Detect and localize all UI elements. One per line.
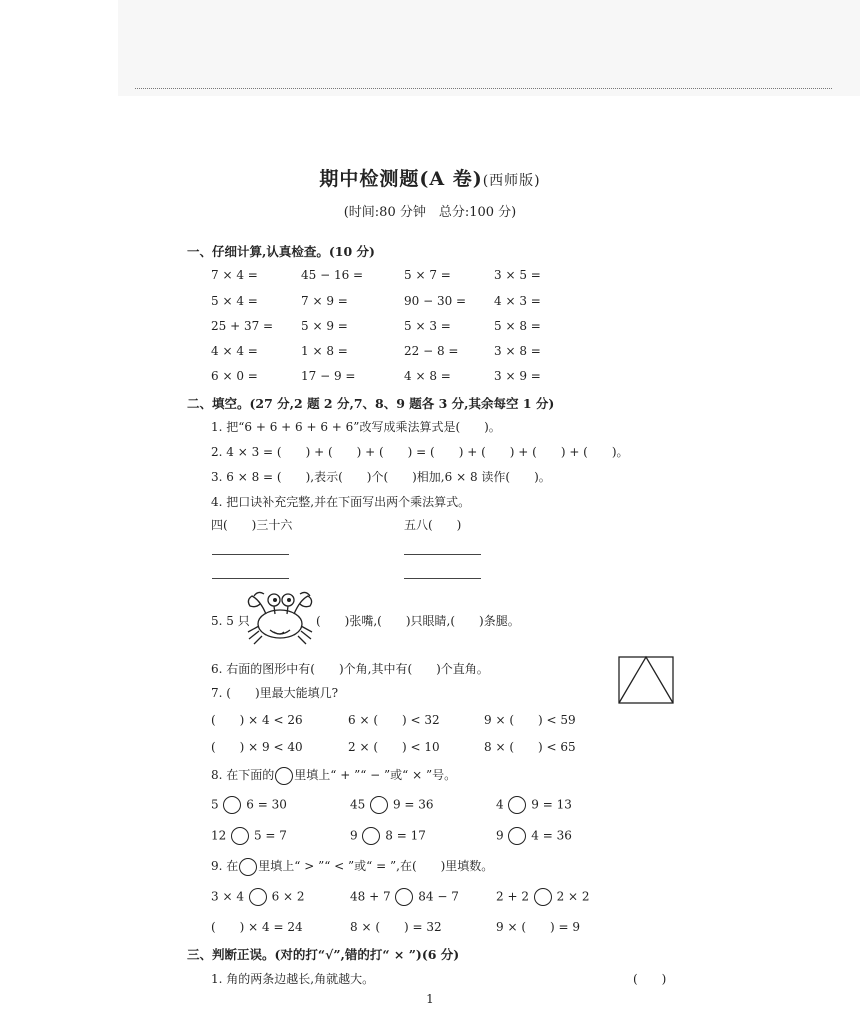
calc-item: 45 − 16 =	[301, 268, 364, 282]
circle-blank[interactable]	[239, 858, 257, 876]
page-number: 1	[426, 992, 434, 1006]
calc-item: 4 × 8 =	[404, 369, 451, 383]
calc-item: 90 − 30 =	[404, 294, 467, 308]
fill-item: ( ) × 4 = 24	[211, 920, 303, 934]
section-3-heading: 三、判断正误。(对的打“√”,错的打“ × ”)(6 分)	[187, 947, 460, 962]
question-2-9: 9. 在 里填上“ > ”“ < ”或“ = ”,在( )里填数。	[211, 857, 493, 876]
rhyme-blank-1: 四( )三十六	[211, 518, 293, 532]
operator-item: 12 5 = 7	[211, 827, 287, 845]
calc-item: 7 × 9 =	[301, 294, 348, 308]
calc-item: 5 × 7 =	[404, 268, 451, 282]
circle-blank[interactable]	[370, 796, 388, 814]
calc-item: 5 × 8 =	[494, 319, 541, 333]
fill-item: 9 × ( ) = 9	[496, 920, 581, 934]
operator-item: 45 9 = 36	[350, 796, 434, 814]
rhyme-blank-2: 五八( )	[404, 518, 462, 532]
circle-blank[interactable]	[223, 796, 241, 814]
calc-item: 4 × 3 =	[494, 294, 541, 308]
exam-info: (时间:80 分钟 总分:100 分)	[343, 205, 517, 220]
calc-item: 4 × 4 =	[211, 344, 258, 358]
question-2-1: 1. 把“6 + 6 + 6 + 6 + 6”改写成乘法算式是( )。	[211, 420, 501, 434]
answer-line	[404, 554, 481, 555]
circle-blank[interactable]	[231, 827, 249, 845]
calc-item: 5 × 3 =	[404, 319, 451, 333]
fill-item: 8 × ( ) = 32	[350, 920, 442, 934]
dotted-separator	[135, 88, 832, 89]
operator-item: 4 9 = 13	[496, 796, 572, 814]
compare-item: 3 × 4 6 × 2	[211, 888, 305, 906]
inequality-item: 8 × ( ) < 65	[484, 740, 576, 754]
calc-item: 17 − 9 =	[301, 369, 356, 383]
question-2-5-prefix: 5. 5 只	[211, 614, 250, 628]
compare-item: 48 + 7 84 − 7	[350, 888, 459, 906]
question-3-1: 1. 角的两条边越长,角就越大。	[211, 972, 375, 986]
circle-blank[interactable]	[534, 888, 552, 906]
calc-item: 5 × 9 =	[301, 319, 348, 333]
question-2-3: 3. 6 × 8 = ( ),表示( )个( )相加,6 × 8 读作( )。	[211, 470, 551, 484]
question-2-8: 8. 在下面的 里填上“ + ”“ − ”或“ × ”号。	[211, 766, 456, 785]
calc-item: 1 × 8 =	[301, 344, 348, 358]
circle-blank[interactable]	[362, 827, 380, 845]
inequality-item: ( ) × 9 < 40	[211, 740, 303, 754]
section-1-heading: 一、仔细计算,认真检查。(10 分)	[187, 244, 375, 259]
calc-item: 5 × 4 =	[211, 294, 258, 308]
operator-item: 9 8 = 17	[350, 827, 426, 845]
answer-line	[212, 554, 289, 555]
circle-blank[interactable]	[508, 796, 526, 814]
answer-line	[404, 578, 481, 579]
circle-blank[interactable]	[508, 827, 526, 845]
calc-item: 22 − 8 =	[404, 344, 459, 358]
answer-bracket[interactable]: ( )	[633, 972, 667, 986]
operator-item: 5 6 = 30	[211, 796, 287, 814]
calc-item: 3 × 5 =	[494, 268, 541, 282]
question-2-6: 6. 右面的图形中有( )个角,其中有( )个直角。	[211, 662, 489, 676]
question-2-4: 4. 把口诀补充完整,并在下面写出两个乘法算式。	[211, 495, 471, 509]
square-triangle-figure	[617, 655, 675, 705]
calc-item: 7 × 4 =	[211, 268, 258, 282]
edition-label: (西师版)	[482, 173, 541, 189]
answer-line	[212, 578, 289, 579]
circle-blank[interactable]	[395, 888, 413, 906]
crab-illustration	[244, 586, 320, 648]
header-band	[118, 0, 860, 96]
question-2-2: 2. 4 × 3 = ( ) + ( ) + ( ) = ( ) + ( ) + ( ) + ( )。	[211, 445, 629, 459]
circle-blank[interactable]	[249, 888, 267, 906]
operator-item: 9 4 = 36	[496, 827, 572, 845]
calc-item: 3 × 9 =	[494, 369, 541, 383]
inequality-item: 6 × ( ) < 32	[348, 713, 440, 727]
question-2-5: ( )张嘴,( )只眼睛,( )条腿。	[316, 614, 520, 628]
inequality-item: ( ) × 4 < 26	[211, 713, 303, 727]
section-2-heading: 二、填空。(27 分,2 题 2 分,7、8、9 题各 3 分,其余每空 1 分)	[187, 396, 555, 411]
inequality-item: 9 × ( ) < 59	[484, 713, 576, 727]
inequality-item: 2 × ( ) < 10	[348, 740, 440, 754]
page-title: 期中检测题(A 卷)(西师版)	[319, 168, 541, 190]
calc-item: 25 + 37 =	[211, 319, 274, 333]
calc-item: 6 × 0 =	[211, 369, 258, 383]
calc-item: 3 × 8 =	[494, 344, 541, 358]
compare-item: 2 + 2 2 × 2	[496, 888, 590, 906]
circle-blank[interactable]	[275, 767, 293, 785]
question-2-7: 7. ( )里最大能填几?	[211, 686, 339, 700]
